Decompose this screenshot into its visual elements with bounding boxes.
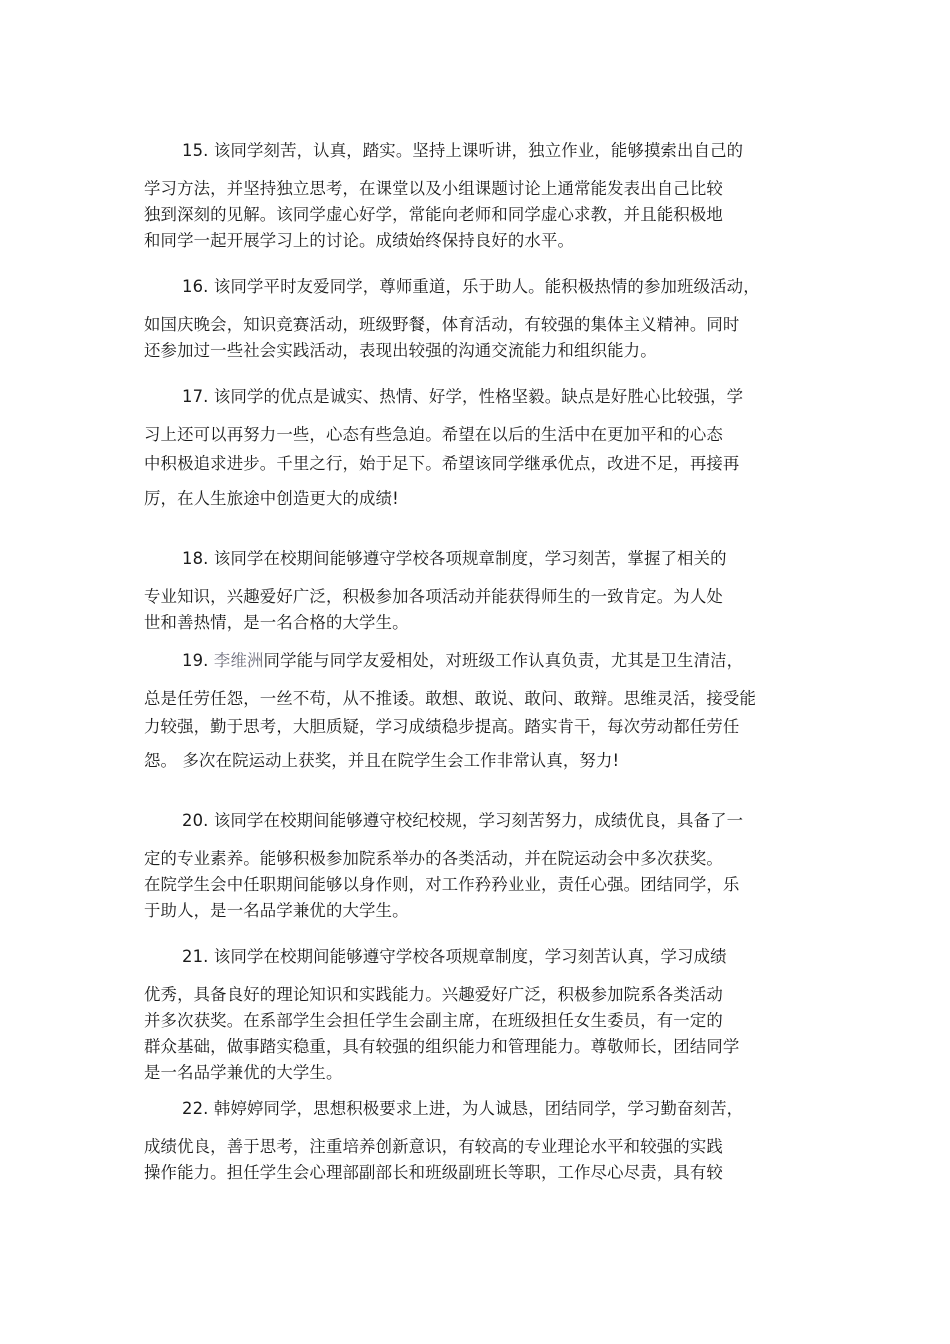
entry-17-line-1 xyxy=(182,386,814,408)
entry-number: 22. xyxy=(182,1099,209,1118)
entry-17-line-4: 厉，在人生旅途中创造更大的成绩! xyxy=(144,489,399,508)
entry-21-line-2: 优秀，具备良好的理论知识和实践能力。兴趣爱好广泛，积极参加院系各类活动 xyxy=(144,985,723,1004)
entry-19-line-2: 总是任劳任怨，一丝不苟，从不推诿。敢想、敢说、敢问、敢辩。思维灵活，接受能 xyxy=(144,689,757,708)
entry-text: 该同学在校期间能够遵守学校各项规章制度，学习刻苦，掌握了相关的 xyxy=(213,549,727,568)
entry-20-line-4: 于助人，是一名品学兼优的大学生。 xyxy=(144,901,409,920)
entry-text: 该同学平时友爱同学，尊师重道，乐于助人。能积极热情的参加班级活动， xyxy=(213,277,760,296)
entry-21-line-3: 并多次获奖。在系部学生会担任学生会副主席，在班级担任女生委员，有一定的 xyxy=(144,1011,723,1030)
entry-16-line-1 xyxy=(182,276,814,298)
entry-22-line-1 xyxy=(182,1098,814,1120)
entry-number: 18. xyxy=(182,549,209,568)
entry-17-line-3: 中积极追求进步。千里之行，始于足下。希望该同学继承优点，改进不足，再接再 xyxy=(144,454,740,473)
entry-22-line-2: 成绩优良，善于思考，注重培养创新意识，有较高的专业理论水平和较强的实践 xyxy=(144,1137,723,1156)
entry-text: 该同学在校期间能够遵守校纪校规，学习刻苦努力，成绩优良，具备了一 xyxy=(213,811,744,830)
entry-number: 20. xyxy=(182,811,209,830)
entry-19-line-3: 力较强，勤于思考，大胆质疑，学习成绩稳步提高。踏实肯干，每次劳动都任劳任 xyxy=(144,717,740,736)
entry-number: 21. xyxy=(182,947,209,966)
entry-number: 17. xyxy=(182,387,209,406)
entry-17-line-2: 习上还可以再努力一些，心态有些急迫。希望在以后的生活中在更加平和的心态 xyxy=(144,425,723,444)
entry-18-line-2: 专业知识，兴趣爱好广泛，积极参加各项活动并能获得师生的一致肯定。为人处 xyxy=(144,587,723,606)
entry-16-line-2: 如国庆晚会，知识竞赛活动，班级野餐，体育活动，有较强的集体主义精神。同时 xyxy=(144,315,740,334)
entry-15-line-4: 和同学一起开展学习上的讨论。成绩始终保持良好的水平。 xyxy=(144,231,575,250)
entry-18-line-1 xyxy=(182,548,814,570)
entry-text: 该同学的优点是诚实、热情、好学，性格坚毅。缺点是好胜心比较强，学 xyxy=(213,387,744,406)
entry-text: 该同学在校期间能够遵守学校各项规章制度，学习刻苦认真，学习成绩 xyxy=(213,947,727,966)
entry-20-line-1 xyxy=(182,810,814,832)
entry-19-line-1 xyxy=(182,650,814,672)
entry-text: 同学能与同学友爱相处，对班级工作认真负责，尤其是卫生清洁， xyxy=(263,651,744,670)
entry-15-line-2: 学习方法，并坚持独立思考，在课堂以及小组课题讨论上通常能发表出自己比较 xyxy=(144,179,723,198)
entry-text: 韩婷婷同学，思想积极要求上进，为人诚恳，团结同学，学习勤奋刻苦， xyxy=(213,1099,744,1118)
entry-15-line-3: 独到深刻的见解。该同学虚心好学，常能向老师和同学虚心求教，并且能积极地 xyxy=(144,205,723,224)
entry-22-line-3: 操作能力。担任学生会心理部副部长和班级副班长等职，工作尽心尽责，具有较 xyxy=(144,1163,723,1182)
entry-number: 15. xyxy=(182,141,209,160)
entry-15-line-1 xyxy=(182,140,814,162)
entry-21-line-4: 群众基础，做事踏实稳重，具有较强的组织能力和管理能力。尊敬师长，团结同学 xyxy=(144,1037,740,1056)
entry-number: 16. xyxy=(182,277,209,296)
entry-21-line-5: 是一名品学兼优的大学生。 xyxy=(144,1063,343,1082)
entry-16-line-3: 还参加过一些社会实践活动，表现出较强的沟通交流能力和组织能力。 xyxy=(144,341,657,360)
entry-19-line-4: 怨。 多次在院运动上获奖，并且在院学生会工作非常认真，努力! xyxy=(144,751,620,770)
entry-number: 19. xyxy=(182,651,209,670)
entry-21-line-1 xyxy=(182,946,814,968)
entry-20-line-3: 在院学生会中任职期间能够以身作则，对工作矜矜业业，责任心强。团结同学，乐 xyxy=(144,875,740,894)
entry-18-line-3: 世和善热情，是一名合格的大学生。 xyxy=(144,613,409,632)
entry-20-line-2: 定的专业素养。能够积极参加院系举办的各类活动，并在院运动会中多次获奖。 xyxy=(144,849,723,868)
student-name: 李维洲 xyxy=(213,651,264,670)
entry-text: 该同学刻苦，认真，踏实。坚持上课听讲，独立作业，能够摸索出自己的 xyxy=(213,141,744,160)
